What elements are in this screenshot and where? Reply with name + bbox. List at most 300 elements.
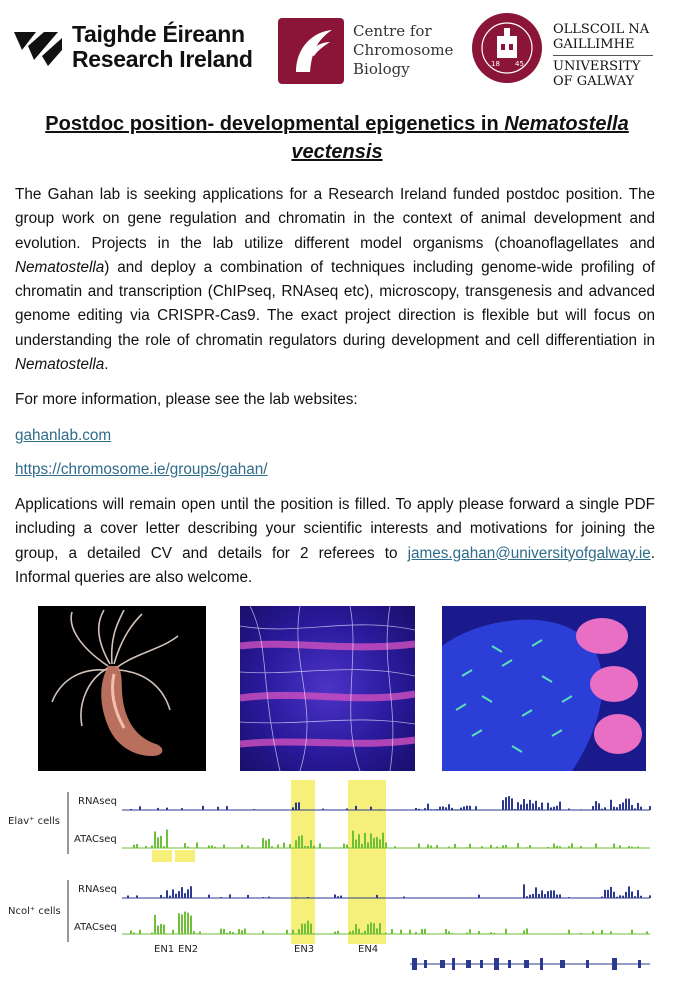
- gene-exon: [440, 960, 445, 968]
- signal-bar: [190, 886, 192, 898]
- signal-bar: [559, 846, 561, 848]
- signal-bar: [526, 896, 528, 898]
- gene-exon: [480, 960, 483, 968]
- signal-bar: [481, 846, 483, 848]
- signal-bar: [532, 894, 534, 898]
- signal-bar: [184, 893, 186, 898]
- signal-bar: [334, 895, 336, 898]
- signal-bar: [634, 896, 636, 898]
- signal-bar: [349, 931, 351, 934]
- signal-bar: [403, 897, 405, 898]
- signal-bar: [631, 930, 633, 934]
- signal-bar: [646, 931, 648, 934]
- highlight-en4: [348, 780, 386, 944]
- signal-bar: [604, 890, 606, 898]
- signal-bar: [508, 796, 510, 810]
- signal-bar: [553, 890, 555, 898]
- signal-bar: [376, 837, 378, 848]
- signal-bar: [550, 807, 552, 810]
- signal-bar: [601, 809, 603, 810]
- signal-bar: [622, 802, 624, 810]
- signal-bar: [610, 931, 612, 934]
- signal-bar: [565, 933, 567, 934]
- signal-bar: [445, 929, 447, 934]
- signal-bar: [451, 808, 453, 810]
- signal-bar: [478, 931, 480, 934]
- signal-bar: [544, 894, 546, 898]
- signal-bar: [262, 897, 264, 898]
- signal-bar: [265, 840, 267, 848]
- signal-bar: [196, 843, 198, 848]
- signal-bar: [292, 807, 294, 810]
- signal-bar: [616, 897, 618, 898]
- tre-line1: Taighde Éireann: [72, 21, 245, 47]
- signal-bar: [520, 805, 522, 810]
- signal-bar: [379, 809, 381, 810]
- signal-bar: [409, 930, 411, 934]
- signal-bar: [628, 886, 630, 898]
- signal-bar: [370, 834, 372, 848]
- signal-bar: [163, 925, 165, 934]
- signal-bar: [286, 930, 288, 934]
- signal-bar: [355, 924, 357, 934]
- signal-bar: [448, 804, 450, 810]
- signal-bar: [490, 932, 492, 934]
- signal-bar: [145, 846, 147, 848]
- signal-bar: [559, 894, 561, 898]
- signal-bar: [466, 847, 468, 848]
- signal-bar: [175, 894, 177, 898]
- signal-bar: [427, 844, 429, 848]
- signal-bar: [352, 831, 354, 848]
- signal-bar: [505, 845, 507, 848]
- uog-line2: GAILLIMHE: [553, 37, 635, 52]
- signal-bar: [580, 933, 582, 934]
- ccb-mark-icon: [278, 18, 344, 84]
- signal-bar: [310, 840, 312, 848]
- genome-tracks-figure: [0, 776, 674, 976]
- signal-bar: [625, 799, 627, 810]
- signal-bar: [136, 844, 138, 848]
- gene-exon: [466, 960, 471, 968]
- signal-bar: [613, 807, 615, 810]
- signal-bar: [502, 845, 504, 848]
- signal-bar: [373, 923, 375, 934]
- signal-bar: [184, 843, 186, 848]
- gene-exon: [560, 960, 565, 968]
- signal-bar: [613, 892, 615, 898]
- signal-bar: [490, 845, 492, 848]
- application-text-b: . Informal queries are also welcome.: [15, 544, 655, 586]
- uog-line3: UNIVERSITY: [553, 59, 641, 74]
- signal-bar: [229, 931, 231, 934]
- signal-bar: [535, 801, 537, 810]
- signal-bar: [346, 808, 348, 810]
- signal-bar: [415, 932, 417, 934]
- uog-line1: OLLSCOIL NA: [553, 22, 650, 37]
- gene-exon: [586, 960, 589, 968]
- signal-bar: [229, 894, 231, 898]
- signal-bar: [361, 844, 363, 848]
- signal-bar: [547, 803, 549, 810]
- signal-bar: [169, 896, 171, 898]
- region-label-en1: EN1: [154, 944, 175, 955]
- title-species: Nematostella vectensis: [291, 113, 629, 163]
- signal-bar: [367, 842, 369, 848]
- signal-bar: [163, 897, 165, 898]
- signal-bar: [604, 807, 606, 810]
- signal-bar: [166, 830, 168, 848]
- signal-bar: [649, 806, 651, 810]
- signal-bar: [271, 846, 273, 848]
- gene-exon: [452, 958, 455, 970]
- signal-bar: [214, 847, 216, 848]
- signal-bar: [139, 806, 141, 810]
- intro-text-b: ) and deploy a combination of techniques including genome-wide profiling of chromatin and transcription (ChIPseq, RNAseq etc), microscopy, transgenesis and advanced genome editing via CRISPR-Cas9. The exact project direction is flexible but will focus on understanding the role of chromatin regulators during development and cell differentiation in: [15, 258, 655, 349]
- signal-bar: [268, 839, 270, 848]
- intro-text-c: .: [104, 356, 109, 374]
- group-label-ncol: Ncol⁺ cells: [8, 906, 61, 917]
- signal-bar: [595, 843, 597, 848]
- signal-bar: [247, 895, 249, 898]
- lab-website-link[interactable]: gahanlab.com: [15, 427, 112, 444]
- signal-bar: [526, 804, 528, 810]
- signal-bar: [538, 807, 540, 810]
- signal-bar: [133, 933, 135, 934]
- signal-bar: [592, 806, 594, 810]
- signal-bar: [631, 891, 633, 898]
- signal-bar: [337, 896, 339, 898]
- signal-bar: [199, 931, 201, 934]
- signal-bar: [157, 837, 159, 848]
- region-label-en4: EN4: [358, 944, 379, 955]
- signal-bar: [601, 897, 603, 898]
- signal-bar: [298, 802, 300, 810]
- signal-bar: [466, 932, 468, 934]
- signal-bar: [436, 845, 438, 848]
- signal-bar: [619, 845, 621, 848]
- signal-bar: [154, 915, 156, 934]
- ccb-line1: Centre for: [353, 22, 432, 40]
- signal-bar: [211, 845, 213, 848]
- signal-bar: [568, 809, 570, 810]
- signal-bar: [541, 803, 543, 810]
- signal-bar: [160, 895, 162, 898]
- signal-bar: [505, 929, 507, 934]
- signal-bar: [634, 847, 636, 848]
- signal-bar: [379, 839, 381, 848]
- signal-bar: [358, 834, 360, 848]
- signal-bar: [394, 846, 396, 848]
- microscopy-neurons-image: [240, 606, 415, 771]
- signal-bar: [430, 809, 432, 810]
- page-title: [14, 110, 660, 166]
- signal-bar: [427, 804, 429, 810]
- signal-bar: [523, 884, 525, 898]
- signal-bar: [505, 797, 507, 810]
- signal-bar: [391, 929, 393, 934]
- signal-bar: [517, 802, 519, 810]
- signal-bar: [364, 833, 366, 848]
- signal-bar: [556, 895, 558, 898]
- signal-bar: [400, 930, 402, 934]
- signal-bar: [298, 836, 300, 848]
- signal-bar: [163, 846, 165, 848]
- signal-bar: [166, 890, 168, 898]
- gene-exon: [494, 958, 499, 970]
- signal-bar: [187, 913, 189, 934]
- signal-bar: [601, 930, 603, 934]
- signal-bar: [556, 806, 558, 810]
- signal-bar: [358, 929, 360, 934]
- signal-bar: [451, 933, 453, 934]
- signal-bar: [640, 896, 642, 898]
- group-page-link[interactable]: https://chromosome.ie/groups/gahan/: [15, 461, 268, 478]
- signal-bar: [310, 924, 312, 934]
- signal-bar: [139, 930, 141, 934]
- signal-bar: [304, 846, 306, 848]
- signal-bar: [529, 895, 531, 898]
- signal-bar: [610, 887, 612, 898]
- signal-bar: [598, 803, 600, 810]
- signal-bar: [340, 896, 342, 898]
- signal-bar: [526, 847, 528, 848]
- signal-bar: [634, 808, 636, 810]
- signal-bar: [622, 896, 624, 898]
- region-label-en2: EN2: [178, 944, 199, 955]
- signal-bar: [496, 847, 498, 848]
- signal-bar: [166, 808, 168, 810]
- signal-bar: [502, 800, 504, 810]
- signal-bar: [523, 930, 525, 934]
- signal-bar: [187, 889, 189, 898]
- track-label-atac-1: ATACseq: [74, 834, 117, 845]
- signal-bar: [559, 802, 561, 810]
- signal-bar: [307, 897, 309, 898]
- gene-exon: [424, 960, 427, 968]
- signal-bar: [538, 894, 540, 898]
- signal-bar: [457, 809, 459, 810]
- signal-bar: [370, 807, 372, 810]
- ccb-line2: Chromosome: [353, 41, 454, 59]
- signal-bar: [202, 806, 204, 810]
- signal-bar: [637, 803, 639, 810]
- signal-bar: [226, 806, 228, 810]
- highlight-en2: [175, 850, 195, 862]
- signal-bar: [178, 891, 180, 898]
- signal-bar: [277, 844, 279, 848]
- signal-bar: [157, 808, 159, 810]
- signal-bar: [241, 930, 243, 934]
- signal-bar: [172, 930, 174, 934]
- signal-bar: [580, 846, 582, 848]
- research-ireland-mark-icon: [14, 26, 64, 70]
- seal-year-a: 18: [491, 60, 500, 68]
- signal-bar: [217, 807, 219, 810]
- signal-bar: [301, 835, 303, 848]
- signal-bar: [484, 933, 486, 934]
- signal-bar: [541, 890, 543, 898]
- signal-bar: [241, 845, 243, 848]
- signal-bar: [181, 914, 183, 934]
- signal-bar: [379, 923, 381, 934]
- signal-bar: [580, 809, 582, 810]
- signal-bar: [532, 803, 534, 810]
- signal-bar: [184, 912, 186, 934]
- signal-bar: [343, 844, 345, 848]
- signal-bar: [223, 929, 225, 934]
- signal-bar: [610, 800, 612, 810]
- signal-bar: [439, 807, 441, 810]
- signal-bar: [526, 928, 528, 934]
- signal-bar: [436, 809, 438, 810]
- highlight-en3: [291, 780, 315, 944]
- signal-bar: [385, 843, 387, 848]
- signal-bar: [424, 929, 426, 934]
- signal-bar: [307, 846, 309, 848]
- tre-line2: Research Ireland: [72, 46, 253, 72]
- track-label-rna-2: RNAseq: [78, 884, 117, 895]
- signal-bar: [127, 896, 129, 898]
- signal-bar: [247, 846, 249, 848]
- signal-bar: [454, 844, 456, 848]
- signal-bar: [469, 806, 471, 810]
- signal-bar: [553, 844, 555, 848]
- signal-bar: [553, 807, 555, 810]
- signal-bar: [478, 895, 480, 898]
- signal-bar: [385, 933, 387, 934]
- signal-bar: [220, 929, 222, 934]
- signal-bar: [337, 931, 339, 934]
- signal-bar: [370, 922, 372, 934]
- signal-bar: [262, 931, 264, 934]
- signal-bar: [268, 897, 270, 898]
- title-text: Postdoc position- developmental epigenetics in: [45, 113, 505, 135]
- research-ireland-logo: [14, 20, 274, 80]
- signal-bar: [454, 809, 456, 810]
- signal-bar: [448, 931, 450, 934]
- signal-bar: [547, 891, 549, 898]
- signal-bar: [460, 808, 462, 810]
- signal-bar: [355, 840, 357, 848]
- signal-bar: [568, 846, 570, 848]
- signal-bar: [463, 806, 465, 810]
- signal-bar: [469, 844, 471, 848]
- signal-bar: [223, 845, 225, 848]
- signal-bar: [448, 847, 450, 848]
- signal-bar: [355, 806, 357, 810]
- signal-bar: [157, 926, 159, 934]
- ccb-line3: Biology: [353, 60, 410, 78]
- signal-bar: [556, 846, 558, 848]
- signal-bar: [232, 932, 234, 934]
- signal-bar: [313, 933, 315, 934]
- seal-year-b: 45: [515, 60, 524, 68]
- intro-text-a: The Gahan lab is seeking applications for a Research Ireland funded postdoc position. The group work on gene regulation and chromatin in the context of animal development and evolution. Projects in the lab utilize different model organisms (choanoflagellates and: [15, 186, 655, 252]
- signal-bar: [628, 846, 630, 848]
- signal-bar: [616, 807, 618, 810]
- signal-bar: [289, 844, 291, 848]
- microscopy-cnidocytes-image: [442, 606, 646, 771]
- signal-bar: [313, 846, 315, 848]
- signal-bar: [613, 844, 615, 848]
- signal-bar: [535, 887, 537, 898]
- signal-bar: [346, 845, 348, 848]
- signal-bar: [619, 895, 621, 898]
- uog-divider: [553, 55, 653, 56]
- email-link[interactable]: james.gahan@universityofgalway.ie: [407, 544, 651, 562]
- gene-model-track: [410, 958, 650, 970]
- signal-bar: [295, 803, 297, 810]
- gene-exon: [612, 958, 617, 970]
- signal-bar: [130, 809, 132, 810]
- signal-bar: [421, 929, 423, 934]
- centre-chromosome-biology-logo: [278, 18, 463, 88]
- signal-bar: [181, 887, 183, 898]
- signal-bar: [364, 931, 366, 934]
- gene-exon: [412, 958, 417, 970]
- signal-bar: [193, 931, 195, 934]
- signal-bar: [514, 809, 516, 810]
- signal-bar: [130, 931, 132, 934]
- group-label-elav: Elav⁺ cells: [8, 816, 61, 827]
- signal-bar: [382, 833, 384, 848]
- intro-italic-2: Nematostella: [15, 356, 105, 374]
- signal-bar: [568, 897, 570, 898]
- gene-exon: [508, 960, 511, 968]
- signal-bar: [319, 843, 321, 848]
- signal-bar: [430, 845, 432, 848]
- signal-bar: [568, 930, 570, 934]
- signal-bar: [136, 895, 138, 898]
- signal-bar: [466, 806, 468, 810]
- signal-bar: [529, 845, 531, 848]
- signal-bar: [418, 844, 420, 848]
- signal-bar: [376, 928, 378, 934]
- signal-bar: [208, 845, 210, 848]
- more-info-text: For more information, please see the lab websites:: [15, 391, 358, 408]
- gene-exon: [638, 960, 641, 968]
- nematostella-photo: [38, 606, 206, 771]
- signal-bar: [298, 929, 300, 934]
- signal-bar: [181, 808, 183, 810]
- signal-bar: [322, 809, 324, 810]
- signal-bar: [424, 808, 426, 810]
- signal-bar: [190, 916, 192, 934]
- signal-bar: [511, 798, 513, 810]
- intro-italic-1: Nematostella: [15, 258, 105, 276]
- signal-bar: [154, 831, 156, 848]
- signal-bar: [469, 929, 471, 934]
- signal-bar: [529, 800, 531, 810]
- signal-bar: [244, 929, 246, 934]
- university-of-galway-logo: [471, 12, 661, 92]
- signal-bar: [442, 806, 444, 810]
- signal-bar: [160, 924, 162, 934]
- signal-bar: [301, 924, 303, 934]
- signal-bar: [307, 921, 309, 934]
- uog-line4: OF GALWAY: [553, 74, 635, 89]
- track-label-rna-1: RNAseq: [78, 796, 117, 807]
- signal-bar: [550, 890, 552, 898]
- signal-bar: [415, 808, 417, 810]
- signal-bar: [292, 930, 294, 934]
- signal-bar: [151, 846, 153, 848]
- signal-bar: [433, 809, 435, 810]
- signal-bar: [160, 836, 162, 848]
- signal-bar: [556, 933, 558, 934]
- signal-bar: [283, 843, 285, 848]
